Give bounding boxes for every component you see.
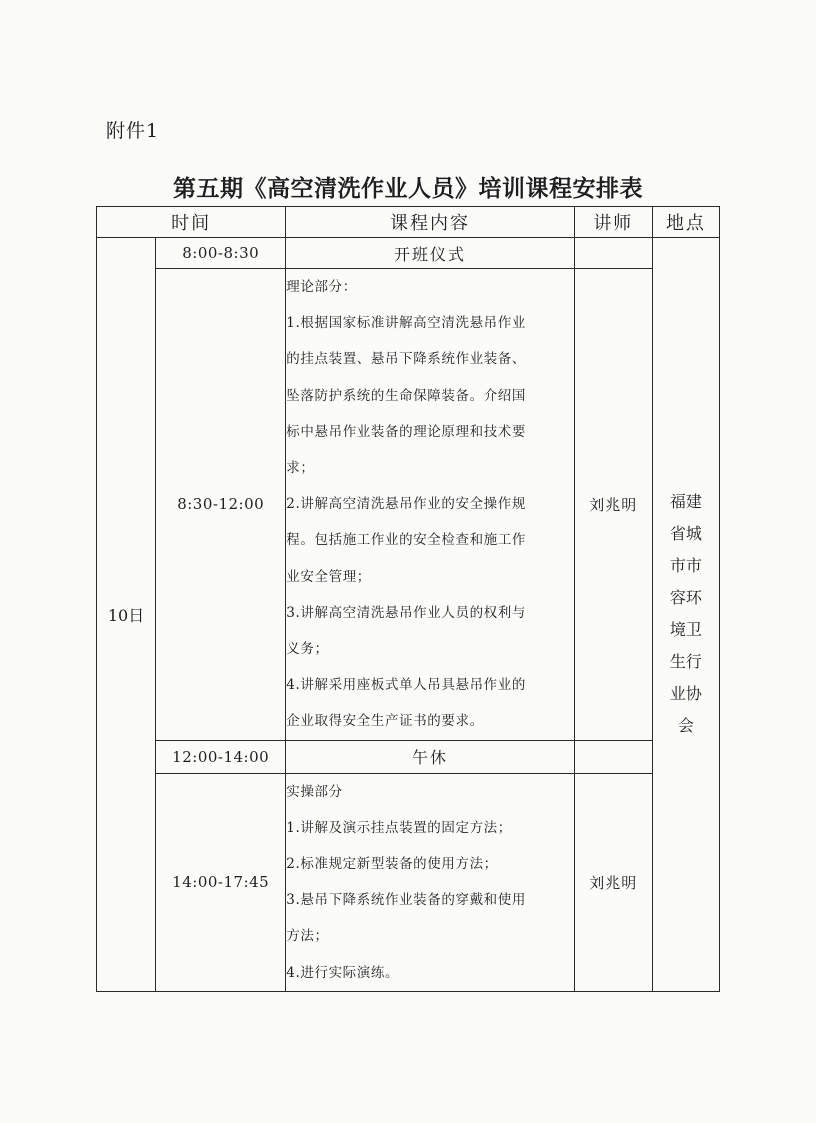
header-content: 课程内容: [286, 207, 574, 238]
schedule-table: [96, 206, 720, 992]
header-time: 时间: [97, 207, 286, 238]
content-line: 程。包括施工作业的安全检查和施工作: [286, 532, 526, 549]
header-location: 地点: [652, 207, 719, 238]
content-line: 3.讲解高空清洗悬吊作业人员的权利与: [286, 604, 526, 621]
content-line: 理论部分：: [286, 279, 357, 295]
content-line: 求；: [286, 460, 315, 477]
content-line: 1.根据国家标准讲解高空清洗悬吊作业: [286, 315, 526, 332]
content-line: 1.讲解及演示挂点装置的固定方法；: [286, 819, 512, 836]
content-line: 方法；: [286, 928, 329, 945]
time-cell: 14:00-17:45: [156, 773, 286, 991]
day-cell: 10日: [97, 238, 156, 992]
content-line: 坠落防护系统的生命保障装备。介绍国: [286, 387, 526, 404]
location-text: 福建省城市市容环境卫生行业协会: [669, 492, 702, 736]
teacher-cell: [574, 238, 652, 269]
time-cell: 8:00-8:30: [156, 238, 286, 269]
teacher-cell: 刘兆明: [574, 269, 652, 741]
time-cell: 12:00-14:00: [156, 740, 286, 773]
content-line: 4.讲解采用座板式单人吊具悬吊作业的: [286, 677, 526, 694]
content-line: 企业取得安全生产证书的要求。: [286, 713, 484, 730]
content-cell: [286, 269, 574, 741]
attachment-label: 附件1: [106, 120, 160, 142]
location-cell: [652, 238, 719, 992]
content-line: 4.进行实际演练。: [286, 964, 400, 981]
table-row: [97, 238, 720, 269]
teacher-cell: 刘兆明: [574, 773, 652, 991]
content-line: 3.悬吊下降系统作业装备的穿戴和使用: [286, 892, 526, 909]
header-row: [97, 207, 720, 238]
table-row: [97, 740, 720, 773]
content-cell: 午休: [286, 740, 574, 773]
table-row: [97, 269, 720, 741]
table-row: [97, 773, 720, 991]
content-line: 的挂点装置、悬吊下降系统作业装备、: [286, 351, 526, 368]
teacher-cell: [574, 740, 652, 773]
content-cell: [286, 773, 574, 991]
header-teacher: 讲师: [574, 207, 652, 238]
content-line: 2.标准规定新型装备的使用方法；: [286, 856, 498, 873]
content-line: 业安全管理；: [286, 568, 371, 585]
content-line: 2.讲解高空清洗悬吊作业的安全操作规: [286, 496, 526, 513]
content-line: 标中悬吊作业装备的理论原理和技术要: [286, 423, 526, 440]
content-line: 实操部分: [286, 783, 343, 800]
content-cell: 开班仪式: [286, 238, 574, 269]
content-line: 义务；: [286, 641, 329, 658]
time-cell: 8:30-12:00: [156, 269, 286, 741]
document-title: 第五期《高空清洗作业人员》培训课程安排表: [173, 176, 643, 202]
